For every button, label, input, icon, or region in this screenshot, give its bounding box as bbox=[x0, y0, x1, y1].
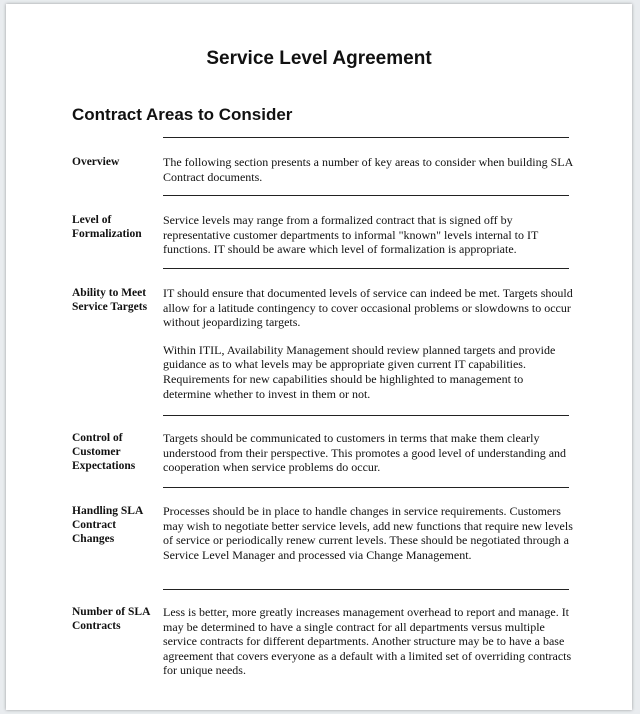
row-label: Overview bbox=[72, 156, 120, 168]
divider-line bbox=[163, 487, 569, 488]
document-title: Service Level Agreement bbox=[206, 48, 432, 69]
paragraph: Within ITIL, Availability Management should review planned targets and provide guidance as to what levels may be appropriate given current IT capabilities. Requirements for new capabilities should be highlighted to management to determine whether to invest in them or not. bbox=[163, 342, 556, 401]
paragraph: Service levels may range from a formalized contract that is signed off by representative customer departments to informal "known" levels internal to IT functions. IT should be aware which level of formalization is appropriate. bbox=[163, 213, 539, 257]
paragraph: IT should ensure that documented levels of service can indeed be met. Targets should allow for a latitude contingency to cover occasional problems or slowdowns to occur without jeopardizing targets. bbox=[163, 286, 573, 330]
divider-line bbox=[163, 415, 569, 416]
row-label: Handling SLA Contract Changes bbox=[72, 505, 144, 545]
paragraph: Targets should be communicated to customers in terms that make them clearly understood from their perspective. This promotes a good level of understanding and cooperation when service problems do occur. bbox=[163, 431, 567, 475]
paragraph: Less is better, more greatly increases management overhead to report and manage. It may be determined to have a single contract for all departments versus multiple service contracts for different departments. Another structure may be to have a base agreement that covers everyone as a default with a limited set of overriding contracts for unique needs. bbox=[163, 605, 572, 678]
row-body bbox=[163, 504, 573, 574]
row-label: Ability to Meet Service Targets bbox=[72, 287, 148, 313]
document-page bbox=[6, 4, 632, 710]
divider-line bbox=[163, 137, 569, 138]
section-heading: Contract Areas to Consider bbox=[72, 105, 293, 124]
paragraph: The following section presents a number of key areas to consider when building SLA Contract documents. bbox=[163, 155, 573, 184]
row-body bbox=[163, 213, 573, 269]
row-label: Level of Formalization bbox=[72, 214, 142, 240]
row-body bbox=[163, 431, 573, 487]
divider-line bbox=[163, 589, 569, 590]
row-label: Number of SLA Contracts bbox=[72, 606, 151, 632]
row-label: Control of Customer Expectations bbox=[72, 432, 136, 472]
paragraph: Processes should be in place to handle changes in service requirements. Customers may wish to negotiate better service levels, add new functions that require new levels of service or periodically renew current levels. These should be negotiated through a Service Level Manager and processed via Change Management. bbox=[163, 504, 573, 562]
row-body bbox=[163, 605, 573, 690]
row-body bbox=[163, 286, 573, 413]
row-body bbox=[163, 155, 573, 196]
